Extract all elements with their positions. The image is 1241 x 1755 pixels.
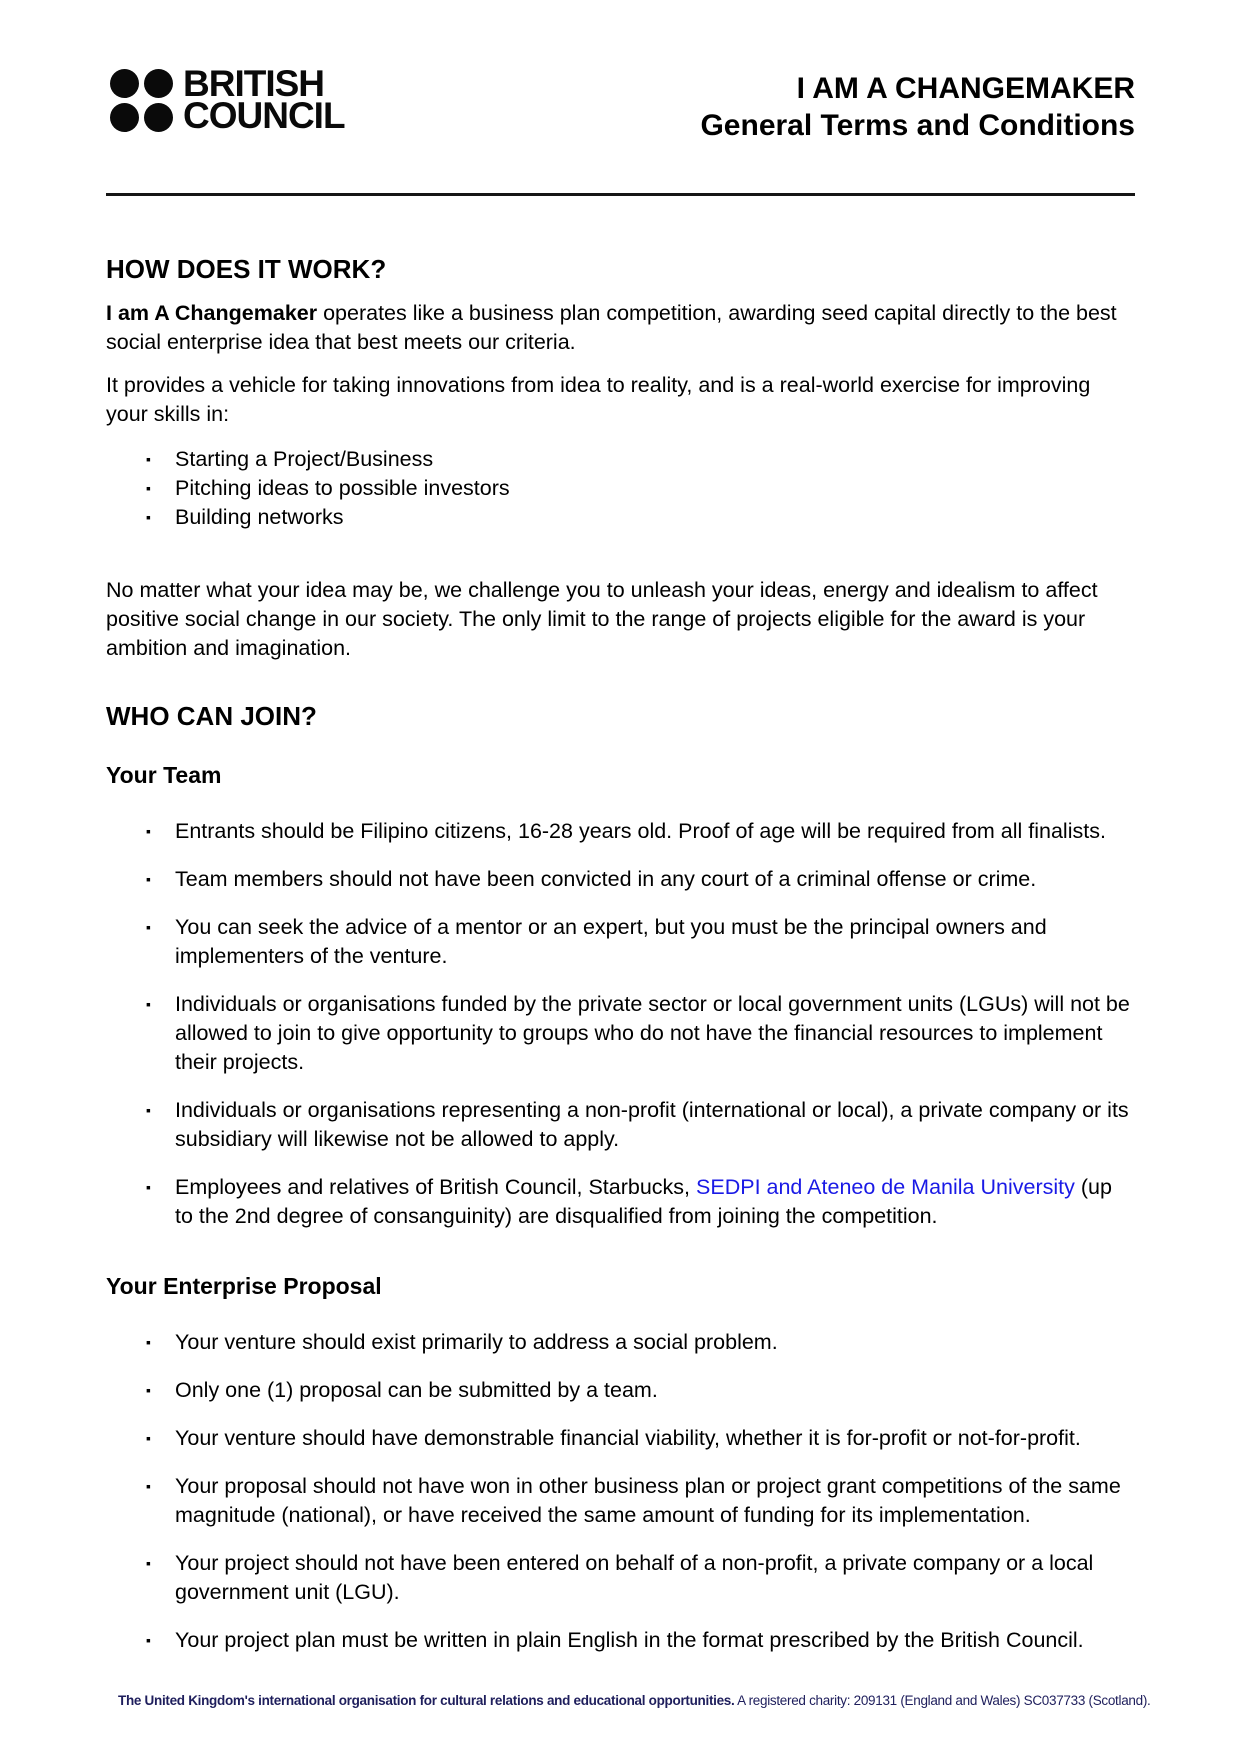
square-bullet-icon: ▪ (146, 451, 151, 467)
list-item (106, 913, 1135, 971)
list-item-text: Team members should not have been convicted in any court of a criminal offense or crime. (175, 867, 1037, 891)
list-item-text: Pitching ideas to possible investors (175, 476, 510, 500)
logo-word-british: BRITISH (183, 63, 324, 104)
list-item-text: Individuals or organisations representing a non-profit (international or local), a private company or its subsidiary will likewise not be allowed to apply. (175, 1098, 1129, 1151)
square-bullet-icon: ▪ (146, 509, 151, 525)
subheading-your-team: Your Team (106, 762, 222, 788)
paragraph-vehicle: It provides a vehicle for taking innovations from idea to reality, and is a real-world exercise for improving your skills in: (106, 373, 1091, 426)
header-divider (106, 193, 1135, 196)
title-line-2: General Terms and Conditions (700, 109, 1135, 142)
list-item-text: Individuals or organisations funded by the private sector or local government units (LGUs) will not be allowed to join to give opportunity to groups who do not have the financial resources to implement their projects. (175, 992, 1130, 1074)
document-header (106, 0, 1135, 144)
list-item-employees-disqualified (106, 1173, 1135, 1231)
square-bullet-icon: ▪ (146, 1632, 151, 1648)
square-bullet-icon: ▪ (146, 1382, 151, 1398)
square-bullet-icon: ▪ (146, 823, 151, 839)
list-item-text: Your project plan must be written in plain English in the format prescribed by the British Council. (175, 1628, 1084, 1652)
square-bullet-icon: ▪ (146, 480, 151, 496)
british-council-dots-icon (110, 69, 173, 132)
footer-bold-text: The United Kingdom's international organisation for cultural relations and educational opportunities. (118, 1693, 735, 1708)
list-item-text: Entrants should be Filipino citizens, 16-28 years old. Proof of age will be required from all finalists. (175, 819, 1106, 843)
square-bullet-icon: ▪ (146, 1179, 151, 1195)
skills-list (106, 445, 1135, 532)
proposal-rules-list (106, 1328, 1135, 1655)
british-council-logo (110, 63, 345, 136)
list-item (106, 1328, 1135, 1357)
list-item-text: Your proposal should not have won in other business plan or project grant competitions of the same magnitude (national), or have received the same amount of funding for its implementation. (175, 1474, 1121, 1527)
page-footer (118, 1693, 1151, 1708)
list-item (106, 1376, 1135, 1405)
square-bullet-icon: ▪ (146, 1555, 151, 1571)
list-item-text: Your venture should exist primarily to address a social problem. (175, 1330, 778, 1354)
list-item (106, 1096, 1135, 1154)
section-heading-how-does-it-work: HOW DOES IT WORK? (106, 254, 387, 284)
square-bullet-icon: ▪ (146, 871, 151, 887)
list-item-text (175, 1173, 1135, 1231)
intro-rest: operates like a business plan competition, awarding seed capital directly to the best social enterprise idea that best meets our criteria. (106, 301, 1117, 354)
sedpi-ateneo-link[interactable]: SEDPI and Ateneo de Manila University (696, 1175, 1075, 1199)
list-item (106, 865, 1135, 894)
employees-text-pre: Employees and relatives of British Council, Starbucks, (175, 1175, 697, 1199)
list-item (106, 503, 1135, 532)
list-item (106, 1626, 1135, 1655)
square-bullet-icon: ▪ (146, 919, 151, 935)
list-item-text: Starting a Project/Business (175, 447, 434, 471)
team-rules-list (106, 817, 1135, 1154)
square-bullet-icon: ▪ (146, 996, 151, 1012)
section-heading-who-can-join: WHO CAN JOIN? (106, 701, 317, 731)
list-item (106, 990, 1135, 1077)
subheading-your-enterprise-proposal: Your Enterprise Proposal (106, 1273, 382, 1299)
list-item (106, 817, 1135, 846)
footer-regular-text: A registered charity: 209131 (England and Wales) SC037733 (Scotland). (734, 1693, 1151, 1708)
list-item-text: Your venture should have demonstrable financial viability, whether it is for-profit or not-for-profit. (175, 1426, 1081, 1450)
employees-text-post: (up to the 2nd degree of consanguinity) are disqualified from joining the competition. (175, 1175, 1112, 1228)
list-item (106, 474, 1135, 503)
list-item-text: Your project should not have been entered on behalf of a non-profit, a private company or a local government unit (LGU). (175, 1551, 1094, 1604)
list-item-text: You can seek the advice of a mentor or an expert, but you must be the principal owners and implementers of the venture. (175, 915, 1047, 968)
paragraph-no-matter: No matter what your idea may be, we challenge you to unleash your ideas, energy and idealism to affect positive social change in our society. The only limit to the range of projects eligible for the award is your ambition and imagination. (106, 578, 1098, 660)
title-line-1: I AM A CHANGEMAKER (796, 72, 1135, 105)
intro-bold-lead: I am A Changemaker (106, 301, 318, 325)
list-item (106, 445, 1135, 474)
square-bullet-icon: ▪ (146, 1102, 151, 1118)
square-bullet-icon: ▪ (146, 1334, 151, 1350)
square-bullet-icon: ▪ (146, 1430, 151, 1446)
logo-word-council: COUNCIL (183, 95, 345, 136)
logo-wordmark (183, 63, 345, 136)
list-item (106, 1549, 1135, 1607)
paragraph-intro (106, 299, 1135, 357)
list-item-text: Only one (1) proposal can be submitted by a team. (175, 1378, 658, 1402)
document-title (700, 68, 1135, 144)
square-bullet-icon: ▪ (146, 1478, 151, 1494)
list-item (106, 1424, 1135, 1453)
list-item-text: Building networks (175, 505, 344, 529)
list-item (106, 1472, 1135, 1530)
